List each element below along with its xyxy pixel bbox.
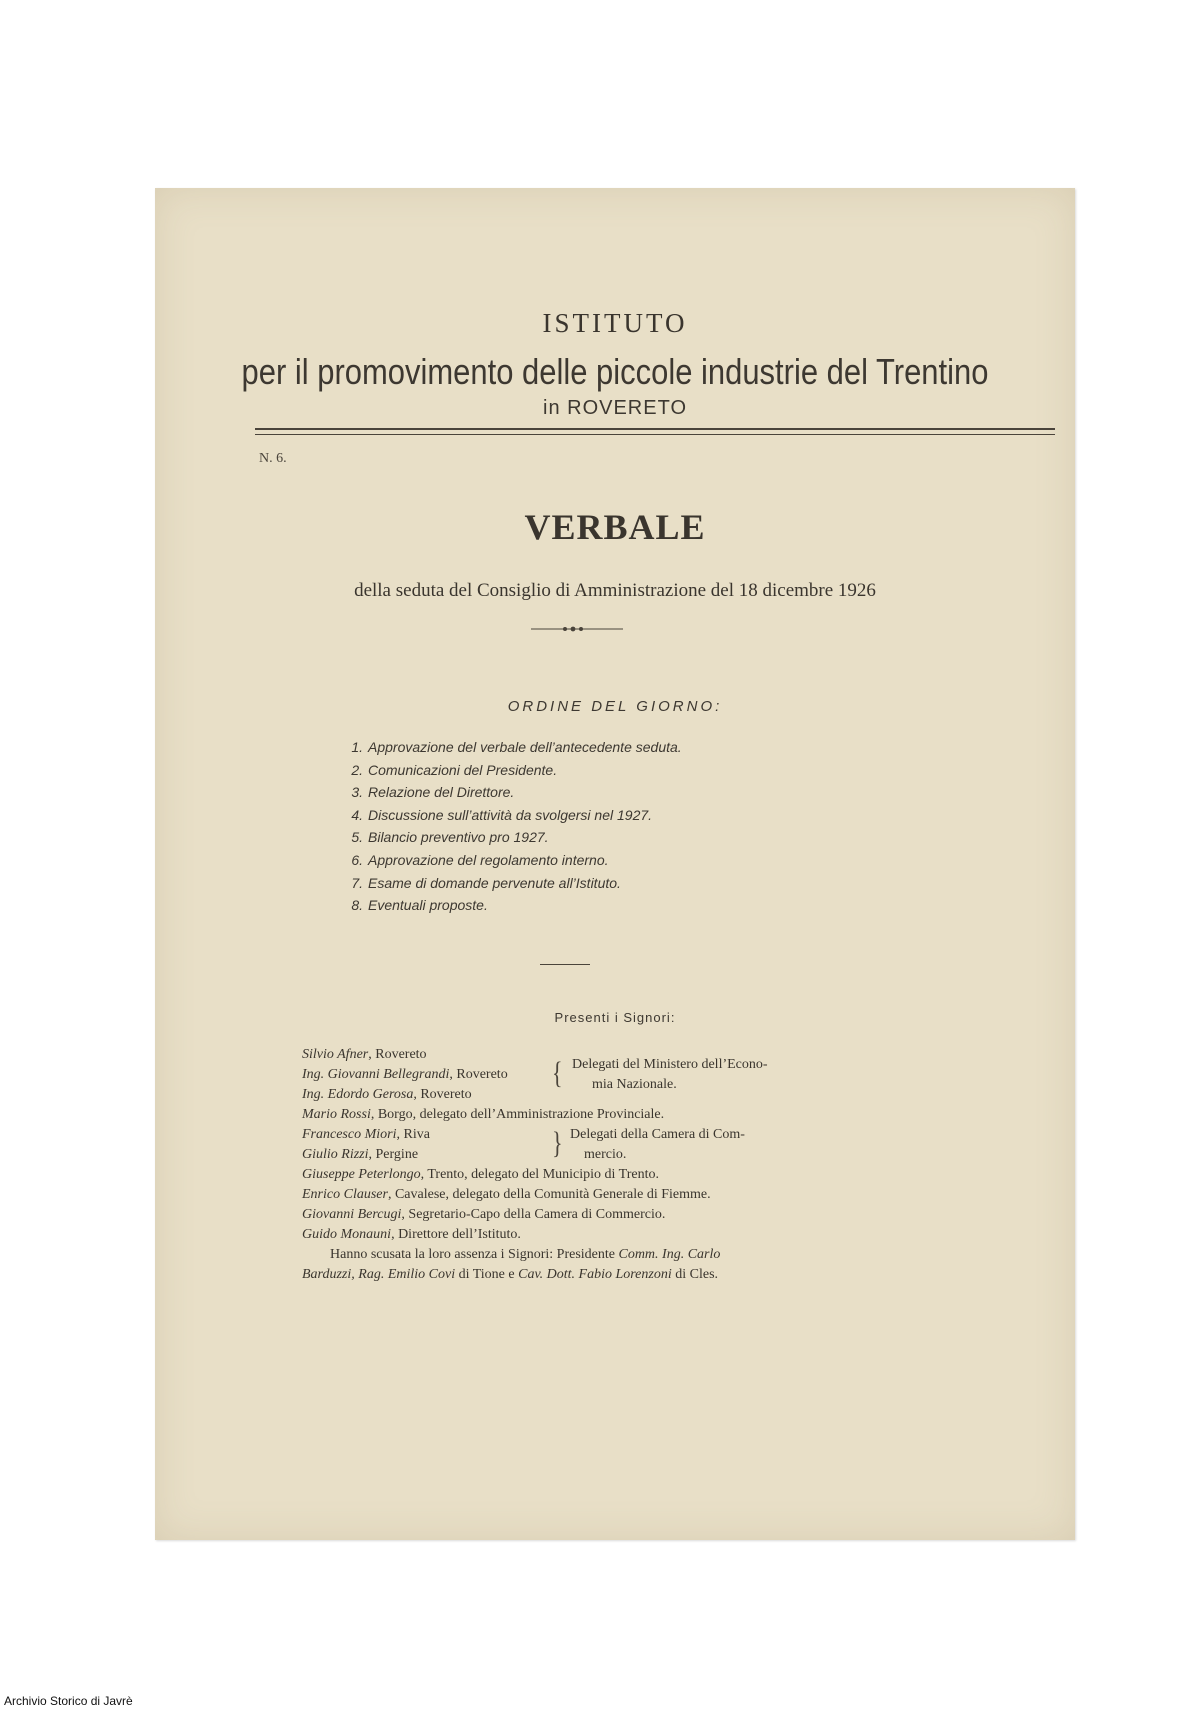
agenda-item: 4. Discussione sull’attività da svolgersi nel 1927. [351,806,653,823]
absence-line-2: Barduzzi, Rag. Emilio Covi di Tione e Cav. Dott. Fabio Lorenzoni di Cles. [302,1267,719,1282]
agenda-item: 5. Bilancio preventivo pro 1927. [351,829,549,846]
attendee-row: Giulio Rizzi, Pergine [302,1147,419,1162]
attendee-row: Silvio Afner, Rovereto [302,1047,427,1062]
chamber-delegates-line1: Delegati della Camera di Com- [570,1127,745,1142]
ministry-delegates-line2: mia Nazionale. [592,1077,677,1092]
attendee-row: Mario Rossi, Borgo, delegato dell’Amministrazione Provinciale. [302,1107,665,1122]
document-sheet [155,188,1075,1540]
chamber-delegates-line2: mercio. [584,1147,627,1162]
ornament-divider [531,624,623,634]
attendee-row: Enrico Clauser, Cavalese, delegato della Comunità Generale di Fiemme. [302,1187,711,1202]
agenda-item: 7. Esame di domande pervenute all’Istituto. [351,874,621,891]
absence-line-1: Hanno scusata la loro assenza i Signori: Presidente Comm. Ing. Carlo [330,1247,721,1262]
agenda-item: 2. Comunicazioni del Presidente. [351,761,558,778]
ministry-delegates-line1: Delegati del Ministero dell’Econo- [572,1057,768,1072]
agenda-title: ORDINE DEL GIORNO: [507,698,723,715]
section-divider [540,964,590,965]
agenda-list [341,736,682,917]
archive-caption: Archivio Storico di Javrè [4,1694,133,1708]
agenda-item: 8. Eventuali proposte. [351,897,488,914]
attendee-row: Francesco Miori, Riva [302,1127,430,1142]
attendee-row: Ing. Giovanni Bellegrandi, Rovereto [302,1067,508,1082]
attendee-row: Guido Monauni, Direttore dell’Istituto. [302,1227,521,1242]
brace-ministry: { [552,1054,563,1090]
attendee-row: Ing. Edordo Gerosa, Rovereto [302,1087,472,1102]
agenda-item: 1. Approvazione del verbale dell’antecedente seduta. [351,739,682,755]
brace-chamber: } [552,1124,563,1160]
header-rule-thin [255,434,1055,435]
header-rule-thick [255,428,1055,430]
institute-location: in ROVERETO [543,397,687,419]
agenda-item: 6. Approvazione del regolamento interno. [351,851,609,868]
document-number: N. 6. [259,451,287,466]
attendees-title: Presenti i Signori: [554,1010,676,1025]
institute-heading: ISTITUTO [542,308,688,338]
document-subtitle: della seduta del Consiglio di Amministrazione del 18 dicembre 1926 [354,580,876,601]
agenda-item: 3. Relazione del Direttore. [351,784,515,801]
document-title: VERBALE [524,507,706,547]
attendee-row: Giovanni Bercugi, Segretario-Capo della Camera di Commercio. [302,1207,666,1222]
attendee-row: Giuseppe Peterlongo, Trento, delegato del Municipio di Trento. [302,1167,659,1182]
institute-purpose: per il promovimento delle piccole industrie del Trentino [241,351,989,392]
